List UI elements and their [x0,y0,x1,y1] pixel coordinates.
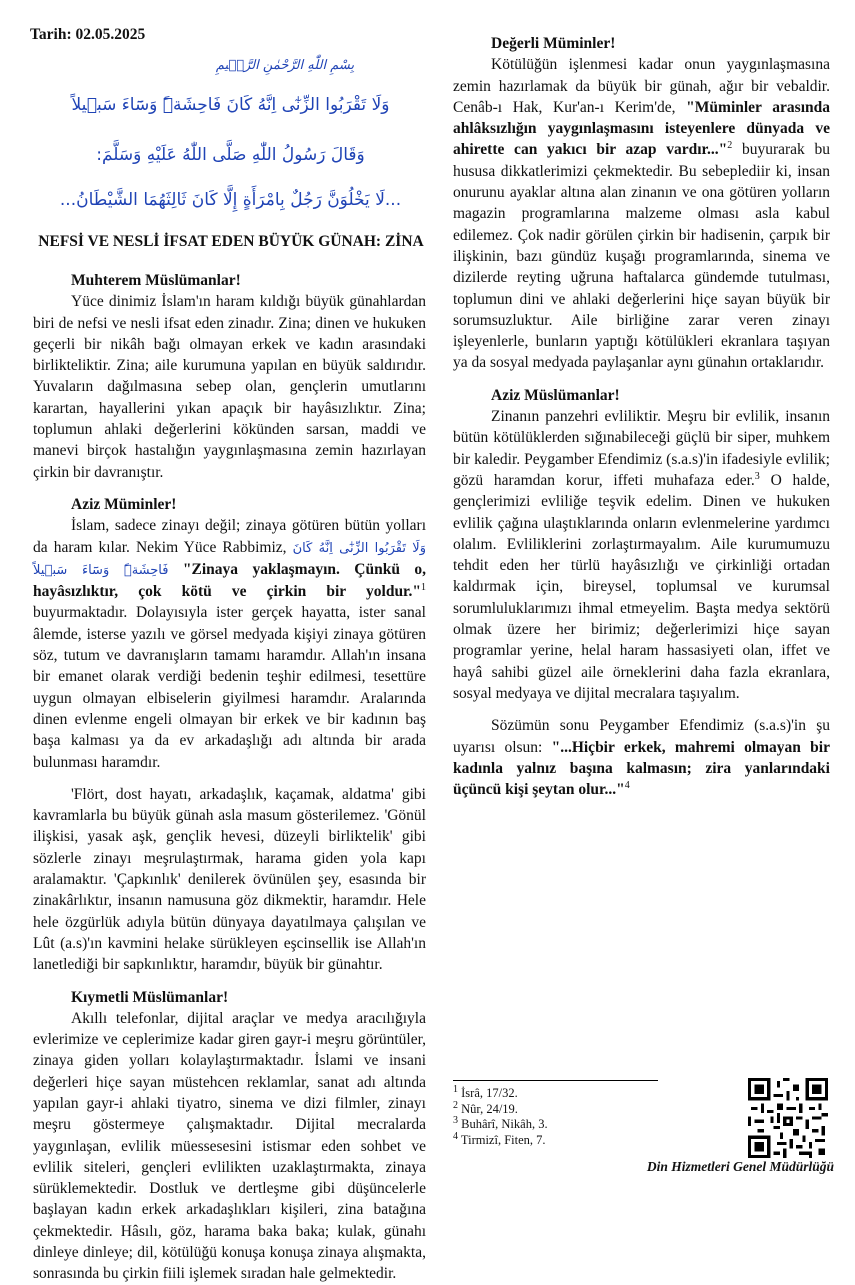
footnote-ref: 3 [754,470,760,482]
hadith-intro-arabic: وَقَالَ رَسُولُ اللّٰهِ صَلَّى اللّٰهُ عَلَيْهِ وَسَلَّمَ: [96,145,365,165]
right-column [453,22,830,800]
left-column [33,270,426,1285]
ayah-arabic: وَلَا تَقْرَبُوا الزِّنٰٓى اِنَّهُ كَانَ فَاحِشَةًۜ وَسَٓاءَ سَب۪يلاً [71,95,390,115]
paragraph: Yüce dinimiz İslam'ın haram kıldığı büyük günahlardan biri de nefsi ve nesli ifsat eden zinadır. Zina; dinen ve hukuken geçerli bir nikâh bağı olmayan erkek ve kadın arasındaki birlikteliktir. Zina; aile kurumuna yapılan en büyük saldırıdır. Yuvaların dağılmasına sebep olan, gençlerin umutlarını karartan, hayallerini yıkan apaçık bir hayâsızlıktır. Zina; toplumun ahlaki değerlerini kökünden sarsan, maddi ve manevi birçok hastalığın yaygınlaşmasına zemin hazırlayan çirkin bir davranıştır. [33,293,426,481]
hadith-translation: "...Hiçbir erkek, mahremi olmayan bir kadınla yalnız başına kalmasın; zira yanlarındaki üçüncü kişi şeytan olur..." [453,738,830,799]
footnote-divider [453,1080,658,1081]
section-heading: Muhterem Müslümanlar! [71,272,241,289]
ayah-translation: "Müminler arasında ahlâksızlığın yaygınlaşmasını isteyenlere dünyada ve ahirette can yakıcı bir azap vardır..." [453,98,830,159]
footnote-ref: 2 [727,140,733,152]
footnote-item: $^2$ Nûr, 24/19. [453,1099,518,1116]
paragraph-text: Sözümün sonu Peygamber Efendimiz (s.a.s)'in şu uyarısı olsun: [453,717,830,756]
paragraph [453,54,830,373]
footnotes [453,1083,548,1148]
inline-ayah-arabic: وَلَا تَقْرَبُوا الزِّنٰٓى اِنَّهُ كَانَ فَاحِشَةًۜ وَسَٓاءَ سَب۪يلاً [33,540,426,578]
qr-code-icon[interactable] [748,1078,828,1158]
date-label: Tarih: 02.05.2025 [30,26,146,43]
paragraph-text: İslam, sadece zinayı değil; zinaya götüren bütün yolları da haram kılar. Nekim Yüce Rabbimiz, [33,517,426,556]
footnote-item: $^3$ Buhârî, Nikâh, 3. [453,1114,548,1131]
paragraph-text: buyurmaktadır. Dolayısıyla ister gerçek hayatta, ister sanal âlemde, isterse yazılı ve görsel medyada kişiyi zinaya götüren söz, tutum ve davranışların tamamı haramdır. Allah'ın insana bir emanet olarak verdiği bedenin teşhir edilmesi, tesettüre uygun olmayan elbiselerin giyilmesi haramdır. Aralarında dinen evlenme engeli olmayan bir erkek ve bir kadının baş başa kalması ya da ev arkadaşlığı adı altında bir arada bulunması haramdır. [33,604,426,771]
footnote-ref: 4 [624,779,630,791]
paragraph-text: Zinanın panzehri evliliktir. Meşru bir evlilik, insanın bütün kötülüklerden sığınabileceği güçlü bir siper, muhkem bir kaledir. Peygamber Efendimiz (s.a.s)'in ifadesiyle evlilik; gözü haramdan korur, iffeti muhafaza eder. [453,408,830,489]
basmala: بِسْمِ اللّٰهِ الرَّحْمٰنِ الرَّح۪يمِ [215,58,355,73]
paragraph-text: O halde, gençlerimizi evliliğe teşvik edelim. Dinen ve hukuken evlilik çağına ulaştıklarında onların evlenmelerine yardımcı olalım. Evliliklerini zorlaştırmayalım. Aile kurumumuzu tehdit eden her türlü hayâsızlığı ve çirkinliği ortadan kaldırmak için, bireysel, toplumsal ve kurumsal sorumluluklarımızı ihmal etmeyelim. Başta medya sektörü olmak üzere her birimiz; değerlerimizi hiçe sayan programlar yerine, helal haram hassasiyeti olan, iffet ve hayâ sahibi güzel aile örneklerini daha fazla ekranlara, sosyal medyaya ve dijital mecralara taşıyalım. [453,471,830,702]
hadith-arabic: ...لَا يَخْلُوَنَّ رَجُلٌ بِامْرَأَةٍ إِلَّا كَانَ ثَالِثَهُمَا الشَّيْطَانُ... [59,190,402,210]
paragraph-text: buyurarak bu hususa dikkatlerimizi çekmektedir. Bu sebeplediir ki, insan onurunu ayaklar altına alan zinanın ve ona götüren yolların magazin programlarına malzeme olması asla kabul edilemez. Çok nadir görülen çirkin bir hadisenin, çarpık bir ilişkinin, bazı gündüz kuşağı programlarında, sinema ve dizilerde reyting uğruna haftalarca gündemde tutulması, toplumun dini ve ahlaki değerlerini hiçe sayan büyük bir sorumsuzluktur. Aile birliğine zarar veren zinayı işleyenlerle, bunların yaptığı kötülükleri ekranlara taşıyan ya da sosyal medyada paylaşanlar aynı günahın ortaklarıdır. [453,141,830,372]
footnote-ref: 1 [421,582,426,593]
sermon-title: NEFSİ VE NESLİ İFSAT EDEN BÜYÜK GÜNAH: ZİNA [38,233,424,250]
signature: Din Hizmetleri Genel Müdürlüğü [646,1159,834,1174]
paragraph [453,406,830,704]
ayah-translation: "Zinaya yaklaşmayın. Çünkü o, hayâsızlıktır, çok kötü ve çirkin bir yoldur." [33,560,427,601]
paragraph: 'Flört, dost hayatı, arkadaşlık, kaçamak, aldatma' gibi kavramlarla bu büyük günah asla masum gösterilemez. 'Gönül ilişkisi, yasak aşk, gençlik hevesi, düzeyli birliktelik' gibi sözlerle zinayı meşrulaştırmak, harama giden yola kapı aralamaktır. 'Çapkınlık' denilerek övünülen şey, esasında bir zinakârlıktır, insanın namusuna göz dikmektir, haramdır. Hele hele özgürlük adıyla bütün dünyaya dayatılmaya çalışılan ve Lût (a.s)'ın kavmini helake sürükleyen eşcinsellik ise Allah'ın lanetlediği bir sapkınlıktır, haramdır, büyük bir günahtır. [33,785,426,974]
footnote-item: $^4$ Tirmizî, Fiten, 7. [453,1130,546,1147]
closing-paragraph [453,715,830,800]
section-heading: Kıymetli Müslümanlar! [71,988,229,1006]
section-heading: Değerli Müminler! [491,35,616,52]
paragraph-text: Kötülüğün işlenmesi kadar onun yaygınlaşmasına zemin hazırlamak da büyük bir günah, ağır bir vebaldir. Cenâb-ı Hak, Kur'an-ı Kerim'de, [453,56,830,116]
paragraph [33,515,426,773]
section-heading: Aziz Müslümanlar! [491,386,620,404]
section-heading: Aziz Müminler! [71,495,177,513]
paragraph: Akıllı telefonlar, dijital araçlar ve medya aracılığıyla evlerimize ve ceplerimize kadar giren gayr-i meşru görüntüler, zinaya giden yolları kolaylaştırmaktadır. İslami ve insani değerleri hiçe sayan müstehcen reklamlar, sanat adı altında yapılan gayr-i ahlaki tiyatro, sinema ve dizi filmler, zinayı meşru göstermeye çalışmaktadır. Dijital mecralarda yaygınlaşan, evlilik müessesesini istismar eden sohbet ve evlilik siteleri, gençleri evlilikten uzaklaştırmakta, zinaya sürüklemektedir. Dostluk ve dertleşme gibi düşüncelerle başlayan kadın erkek arkadaşlıkları kişileri, zina batağına çekmektedir. Hâsılı, göz, harama baka baka; kulak, günahı dinleye dinleye; dil, kötülüğü konuşa konuşa zinaya alışmakta, sonrasında bu çirkin fiili işlemek sıradan hale gelmektedir. [33,1009,426,1283]
footnote-item: $^1$ İsrâ, 17/32. [453,1083,518,1100]
